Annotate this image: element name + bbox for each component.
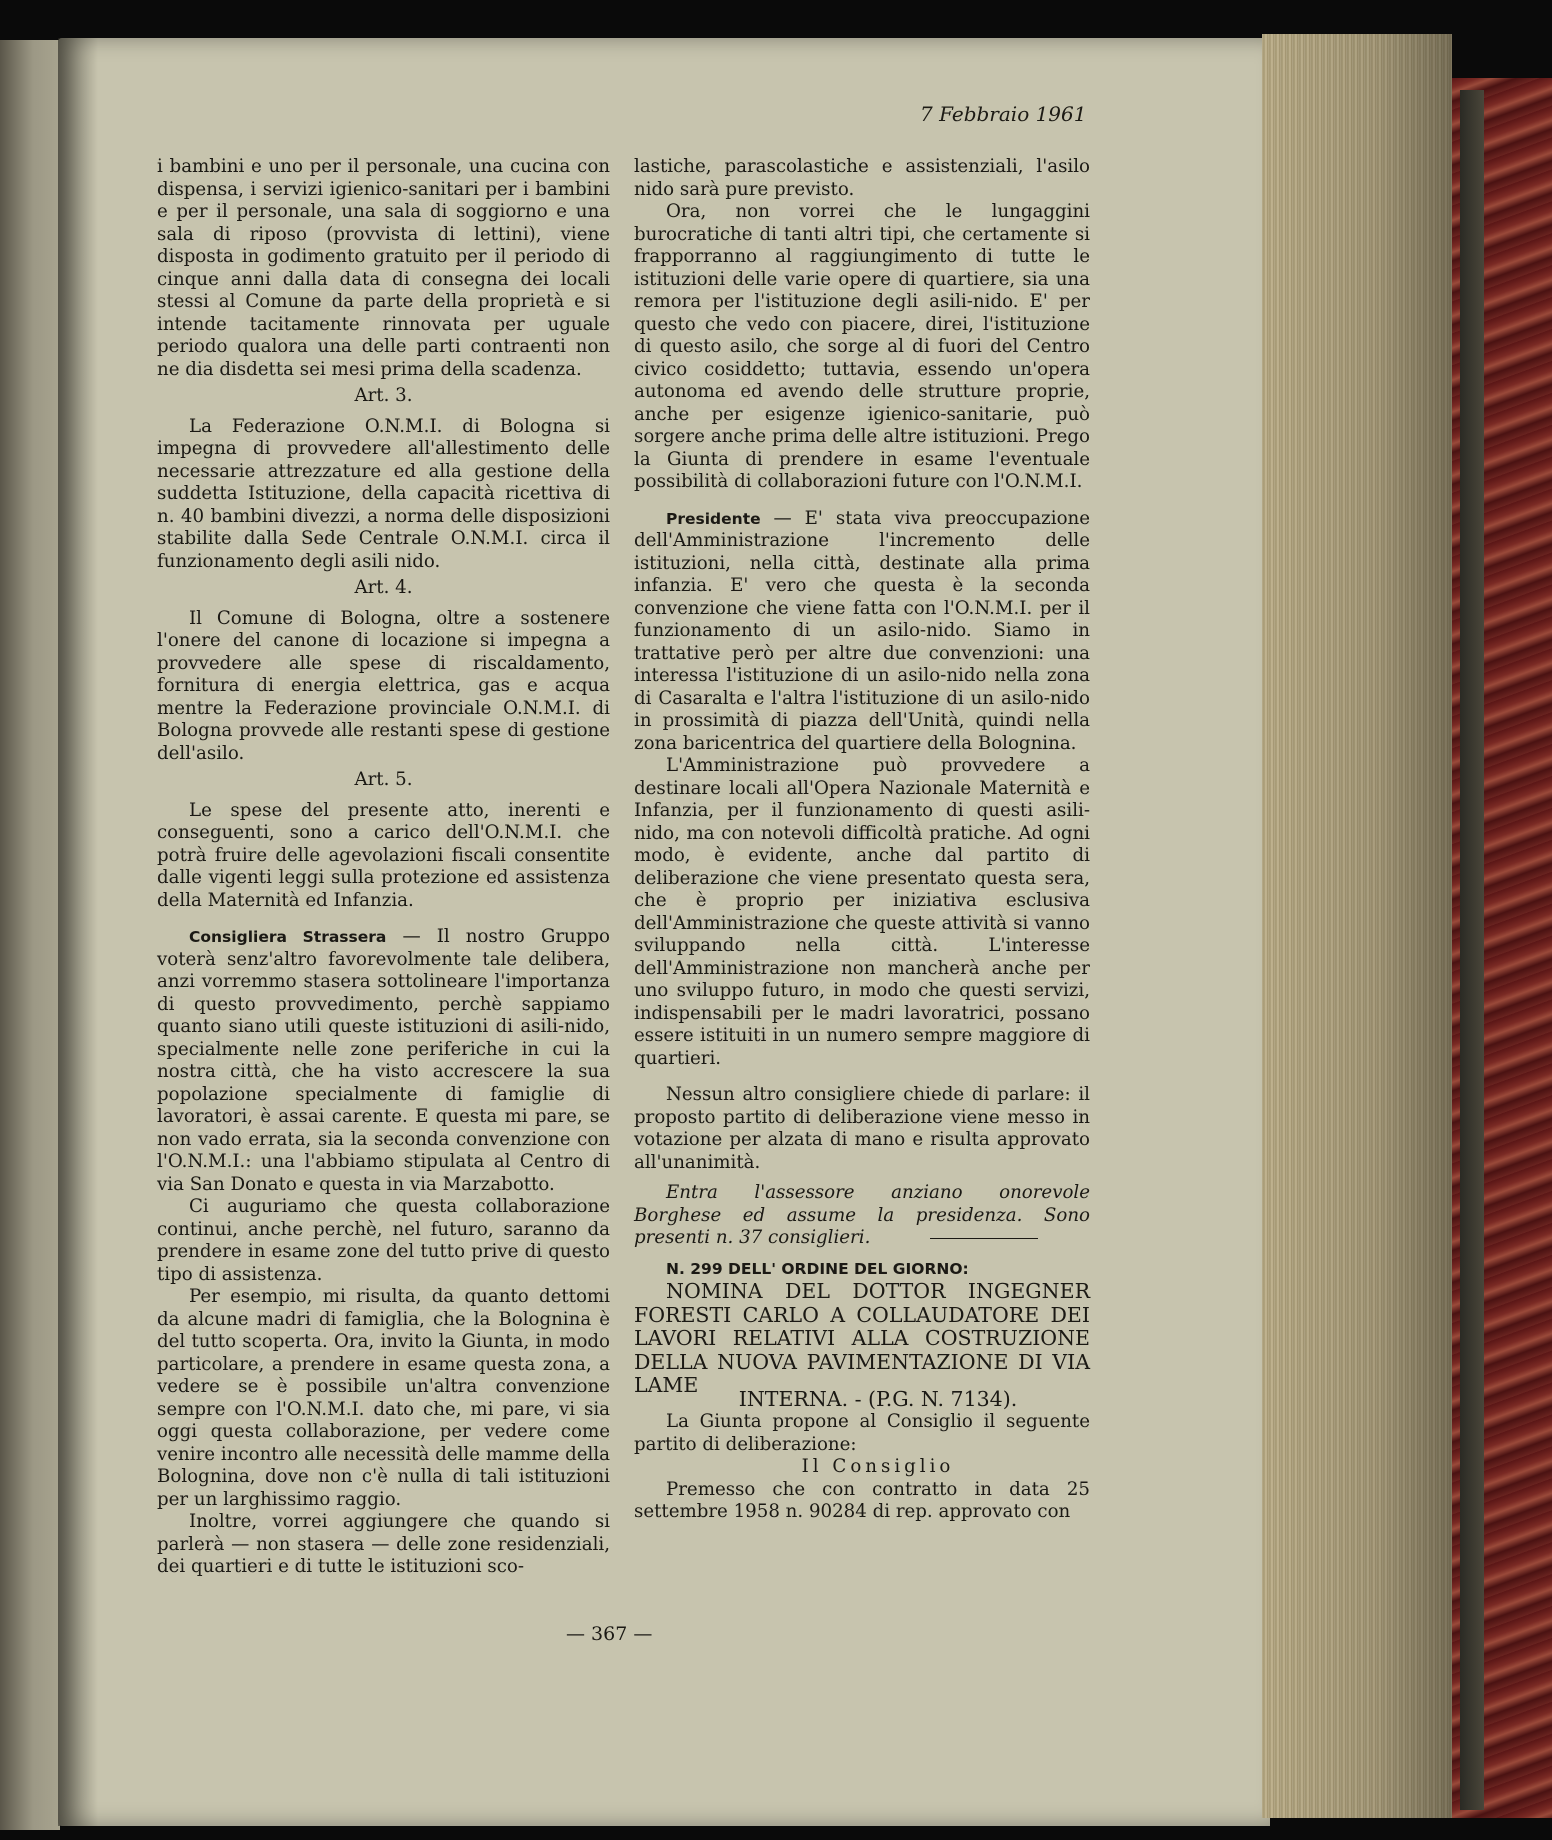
paragraph: L'Amministrazione può provvedere a destinare locali all'Opera Nazionale Maternità e Infanzia, per il funzionamento di questi asili-nido, ma con notevoli difficoltà pratiche. Ad ogni modo, è evidente, anche dal partito di deliberazione che viene presentato questa sera, che è proprio per iniziativa esclusiva dell'Amministrazione che queste attività si vanno sviluppando nella città. L'interesse dell'Amministrazione non mancherà anche per uno sviluppo futuro, in modo che questi servizi, indispensabili per le madri lavoratrici, possano essere istituiti in un numero sempre maggiore di quartieri. [634,755,1090,1069]
order-of-day-heading: N. 299 DELL' ORDINE DEL GIORNO: [666,1259,969,1278]
paragraph: i bambini e uno per il personale, una cucina con dispensa, i servizi igienico-sanitari per i bambini e per il personale, una sala di soggiorno e una sala di riposo (provvista di lettini), viene disposta in godimento gratuito per il periodo di cinque anni dalla data di consegna dei locali stessi al Comune da parte della proprietà e si intende tacitamente rinnovata per uguale periodo qualora una delle parti contraenti non ne dia disdetta sei mesi prima della scadenza. [157,156,610,380]
paragraph: Per esempio, mi risulta, da quanto dettomi da alcune madri di famiglia, che la Bolognina è del tutto scoperta. Ora, invito la Giunta, in modo particolare, a prendere in esame questa zona, a vedere se è possibile un'altra convenzione sempre con l'O.N.M.I. dato che, mi pare, vi sia oggi questa collaborazione, per vedere come venire incontro alle necessità delle mamme della Bolognina, dove non c'è nulla di tali istituzioni per un larghissimo raggio. [157,1286,610,1510]
speech-paragraph [634,508,1090,756]
paragraph: lastiche, parascolastiche e assistenziali, l'asilo nido sarà pure previsto. [634,156,1090,200]
article-heading: Art. 5. [354,769,413,790]
paragraph: Ora, non vorrei che le lungaggini burocratiche di tanti altri tipi, che certamente si frapporranno al raggiungimento di tutte le istituzioni delle varie opere di quartiere, sia una remora per l'istituzione degli asili-nido. E' per questo che vedo con piacere, direi, l'istituzione di questo asilo, che sorge al di fuori del Centro civico cosiddetto; tuttavia, essendo un'opera autonoma ed avendo delle strutture proprie, anche per esigenze igienico-sanitarie, può sorgere anche prima delle altre istituzioni. Prego la Giunta di prendere in esame l'eventuale possibilità di collaborazioni future con l'O.N.M.I. [634,201,1090,492]
consiglio-heading: Il Consiglio [801,1456,955,1477]
agenda-title-last-line: INTERNA. - (P.G. N. 7134). [738,1386,1018,1411]
speaker-name: Presidente [666,509,761,528]
paragraph: Le spese del presente atto, inerenti e conseguenti, sono a carico dell'O.N.M.I. che potrà fruire delle agevolazioni fiscali consentite dalle vigenti leggi sulla protezione ed assistenza della Maternità ed Infanzia. [157,799,610,911]
paragraph: Ci auguriamo che questa collaborazione continui, anche perchè, nel futuro, saranno da prendere in esame zone del tutto prive di questo tipo di assistenza. [157,1196,610,1285]
page-gutter-shadow [58,38,98,1826]
cover-spine-strip [1460,90,1484,1810]
separator-rule [930,1238,1038,1239]
paragraph: La Federazione O.N.M.I. di Bologna si impegna di provvedere all'allestimento delle necessarie attrezzature ed alla gestione della suddetta Istituzione, della capacità ricettiva di n. 40 bambini divezzi, a norma delle disposizioni stabilite dalla Sede Centrale O.N.M.I. circa il funzionamento degli asili nido. [157,415,610,572]
paragraph: Inoltre, vorrei aggiungere che quando si parlerà — non stasera — delle zone residenziali, dei quartieri e di tutte le istituzioni sco- [157,1511,610,1577]
left-column [157,156,610,1579]
page-header-date: 7 Febbraio 1961 [920,102,1087,126]
speaker-name: Consigliera Strassera [189,928,387,946]
page-number: — 367 — [566,1623,653,1645]
article-heading: Art. 4. [354,577,413,598]
paragraph: Nessun altro consigliere chiede di parlare: il proposto partito di deliberazione viene messo in votazione per alzata di mano e risulta approvato all'unanimità. [634,1084,1090,1173]
paragraph: Il Comune di Bologna, oltre a sostenere l'onere del canone di locazione si impegna a provvedere alle spese di riscaldamento, fornitura di energia elettrica, gas e acqua mentre la Federazione provinciale O.N.M.I. di Bologna provvede alle restanti spese di gestione dell'asilo. [157,607,610,764]
speech-text: — E' stata viva preoccupazione dell'Amministrazione l'incremento delle istituzioni, nella città, destinate alla prima infanzia. E' vero che questa è la seconda convenzione che viene fatta con l'O.N.M.I. per il funzionamento di un asilo-nido. Siamo in trattative però per altre due convenzioni: una interessa l'istituzione di un asilo-nido nella zona di Casaralta e l'altra l'istituzione di un asilo-nido in prossimità di piazza dell'Unità, quindi nella zona baricentrica del quartiere della Bolognina. [634,507,1090,754]
speech-text: — Il nostro Gruppo voterà senz'altro favorevolmente tale delibera, anzi vorremmo stasera sottolineare l'importanza di questo provvedimento, perchè sappiamo quanto siano utili queste istituzioni di asili-nido, specialmente nelle zone periferiche in cui la nostra città, che ha visto accrescere la sua popolazione specialmente di famiglie di lavoratori, è assai carente. E questa mi pare, se non vado errata, sia la seconda convenzione con l'O.N.M.I.: una l'abbiamo stipulata al Centro di via San Donato e questa in via Marzabotto. [157,926,610,1195]
article-heading: Art. 3. [354,385,413,406]
agenda-title: NOMINA DEL DOTTOR INGEGNER FORESTI CARLO A COLLAUDATORE DEI LAVORI RELATIVI ALLA COSTRUZIONE DELLA NUOVA PAVIMENTAZIONE DI VIA LAME [634,1279,1090,1397]
speech-paragraph [157,926,610,1196]
italic-note: Entra l'assessore anziano onorevole Borghese ed assume la presidenza. Sono presenti n. 37 consiglieri. [634,1182,1090,1248]
right-column [634,156,1090,1524]
paragraph: La Giunta propone al Consiglio il seguente partito di deliberazione: [634,1411,1090,1455]
paragraph: Premesso che con contratto in data 25 settembre 1958 n. 90284 di rep. approvato con [634,1478,1090,1522]
left-page-edge [0,40,60,1830]
page-stack-shade [1262,34,1452,1818]
